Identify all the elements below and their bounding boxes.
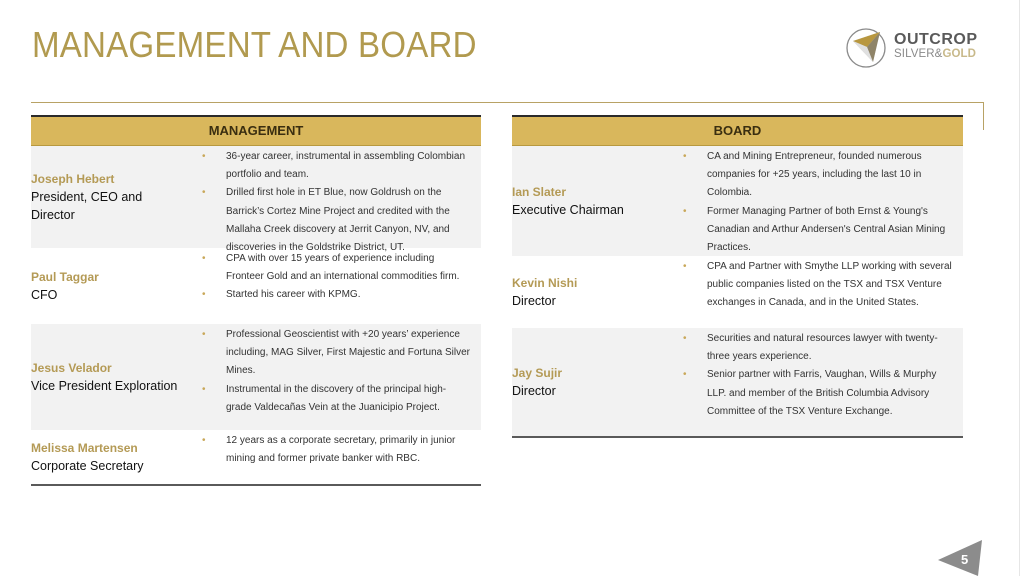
person-name: Melissa Martensen: [31, 441, 138, 455]
bullet-icon: •: [202, 151, 206, 162]
person-cell: [31, 324, 198, 430]
table-row: [512, 328, 963, 436]
person-name: Kevin Nishi: [512, 276, 578, 290]
bullet-icon: •: [202, 435, 206, 446]
person-role: Vice President Exploration: [31, 379, 178, 393]
bio-bullet: • CA and Mining Entrepreneur, founded numerous companies for +25 years, including the last 10 in Colombia.: [679, 148, 963, 203]
person-role: Corporate Secretary: [31, 459, 144, 473]
bio-bullets: [198, 146, 481, 254]
bio-bullet: • Securities and natural resources lawyer with twenty-three years experience.: [679, 330, 963, 366]
bullet-icon: •: [202, 329, 206, 340]
bullet-icon: •: [683, 333, 687, 344]
person-role: Executive Chairman: [512, 203, 624, 217]
person-name: Paul Taggar: [31, 270, 99, 284]
slide-title: MANAGEMENT AND BOARD: [32, 24, 477, 65]
bio-bullet: • Instrumental in the discovery of the principal high-grade Valdecañas Vein at the Juanicipio Project.: [198, 381, 481, 417]
bio-bullets: [198, 248, 481, 324]
bio-bullet: • Former Managing Partner of both Ernst & Young's Canadian and Arthur Andersen's Central Asian Mining Practices.: [679, 203, 963, 258]
bullet-icon: •: [683, 369, 687, 381]
bio-bullets: [679, 146, 963, 256]
person-cell: [31, 146, 198, 248]
bullet-icon: •: [683, 205, 687, 217]
table-row: [31, 248, 481, 324]
management-table: [31, 115, 481, 486]
logo-amp: &: [934, 48, 943, 60]
bio-bullet: • Senior partner with Farris, Vaughan, Wills & Murphy LLP. and member of the British Columbia Advisory Committee of the TSX Venture Exchange.: [679, 366, 963, 421]
board-heading: BOARD: [512, 115, 963, 146]
table-row: [512, 146, 963, 256]
person-role: Director: [512, 384, 556, 398]
bio-bullet: • Started his career with KPMG.: [198, 286, 481, 304]
logo-gold: GOLD: [942, 48, 977, 60]
bullet-icon: •: [683, 261, 687, 272]
person-cell: [31, 248, 198, 324]
table-bottom-rule: [512, 436, 963, 438]
logo-wordmark-secondary: [894, 48, 976, 60]
bullet-icon: •: [202, 187, 206, 199]
person-cell: [512, 328, 679, 436]
table-row: [31, 430, 481, 484]
person-name: Jesus Velador: [31, 361, 112, 375]
page-number: 5: [961, 552, 969, 567]
bio-bullet: • 36-year career, instrumental in assembling Colombian portfolio and team.: [198, 148, 481, 184]
person-cell: [512, 256, 679, 328]
bio-bullets: [198, 324, 481, 430]
board-table: [512, 115, 963, 438]
person-name: Ian Slater: [512, 185, 567, 199]
bio-bullet: • CPA and Partner with Smythe LLP working with several public companies listed on the TSX and TSX Venture exchanges in Canada, and in the United States.: [679, 258, 963, 313]
table-bottom-rule: [31, 484, 481, 486]
person-name: Joseph Hebert: [31, 172, 115, 186]
person-name: Jay Sujir: [512, 366, 563, 380]
person-role: President, CEO and Director: [31, 190, 143, 222]
person-cell: [31, 430, 198, 484]
logo-mark-icon: [845, 27, 887, 69]
table-row: [31, 146, 481, 254]
bullet-icon: •: [202, 253, 206, 264]
company-logo: [845, 27, 985, 71]
person-cell: [512, 146, 679, 256]
header-divider: [31, 102, 984, 103]
bio-bullets: [679, 328, 963, 436]
slide-edge: [1019, 0, 1020, 576]
bullet-icon: •: [202, 383, 206, 395]
bio-bullet: • Professional Geoscientist with +20 years’ experience including, MAG Silver, First Majestic and Fortuna Silver Mines.: [198, 326, 481, 381]
bullet-icon: •: [683, 151, 687, 162]
bio-bullets: [679, 256, 963, 328]
logo-silver: SILVER: [894, 48, 935, 60]
bullet-icon: •: [202, 289, 206, 301]
bio-bullet: • CPA with over 15 years of experience including Fronteer Gold and an international commodities firm.: [198, 250, 481, 286]
logo-wordmark-primary: OUTCROP: [894, 31, 978, 48]
person-role: CFO: [31, 288, 58, 302]
bio-bullet: • Drilled first hole in ET Blue, now Goldrush on the Barrick’s Cortez Mine Project and credited with the Mallaha Creek discovery at Jerrit Canyon, NV, and discoveries in the Goldstrike District, UT.: [198, 184, 481, 257]
header-divider-tick: [983, 102, 984, 130]
bio-bullet: • 12 years as a corporate secretary, primarily in junior mining and former private banker with RBC.: [198, 432, 481, 468]
table-row: [31, 324, 481, 430]
table-row: [512, 256, 963, 328]
management-heading: MANAGEMENT: [31, 115, 481, 146]
bio-bullets: [198, 430, 481, 484]
person-role: Director: [512, 294, 556, 308]
